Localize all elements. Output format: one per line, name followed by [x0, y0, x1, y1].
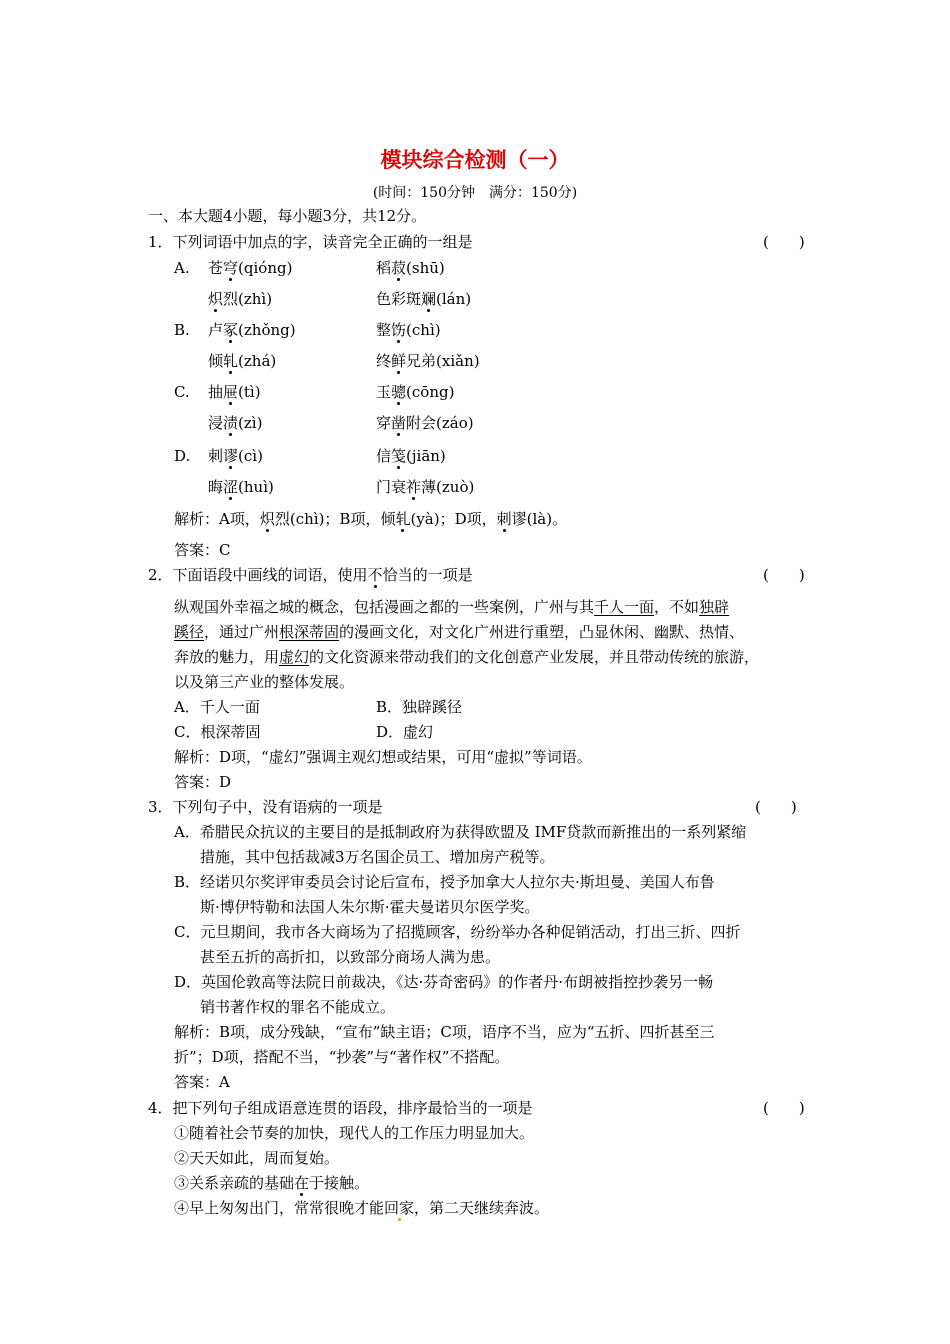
q1-c-word4: 穿凿附会(záo) [376, 414, 474, 432]
q3-option-c-line1: C．元旦期间，我市各大商场为了招揽顾客，纷纷举办各种促销活动，打出三折、四折 [174, 923, 741, 941]
q2-answer: 答案：D [174, 773, 232, 791]
q1-c-word2: 玉骢(cōng) [376, 383, 455, 401]
q2-analysis: 解析：D项，“虚幻”强调主观幻想或结果，可用“虚拟”等词语。 [174, 748, 592, 766]
q1-answer: 答案：C [174, 541, 231, 559]
q4-sentence-2: ②天天如此，周而复始。 [174, 1149, 340, 1167]
q3-stem: 3．下列句子中，没有语病的一项是 [148, 798, 383, 816]
q3-option-a-line1: A．希腊民众抗议的主要目的是抵制政府为获得欧盟及 IMF贷款而新推出的一系列紧缩 [174, 823, 747, 841]
q1-d-word4: 门衰祚薄(zuò) [376, 478, 475, 496]
q4-sentence-4: ④早上匆匆出门，常常很晚才能回家，第二天继续奔波。 [174, 1199, 550, 1217]
q3-analysis-line2: 折”；D项，搭配不当，“抄袭”与“著作权”不搭配。 [174, 1048, 510, 1066]
q3-answer: 答案：A [174, 1073, 230, 1091]
exam-time-score: (时间：150分钟 满分：150分) [372, 185, 578, 201]
q1-c-word1: 抽屉(tì) [208, 383, 261, 401]
q2-answer-blank: ( ) [763, 566, 805, 584]
q1-label-a: A. [174, 259, 190, 277]
q1-a-word2: 稻菽(shū) [376, 259, 445, 277]
q1-label-b: B. [174, 321, 190, 339]
q3-option-a-line2: 措施，其中包括裁减3万名国企员工、增加房产税等。 [200, 848, 555, 866]
q1-b-word2: 整饬(chì) [376, 321, 441, 339]
q1-b-word1: 卢冢(zhǒng) [208, 321, 296, 339]
q4-sentence-1: ①随着社会节奏的加快，现代人的工作压力明显加大。 [174, 1124, 535, 1142]
q4-sentence-3: ③关系亲疏的基础在于接触。 [174, 1174, 370, 1192]
q1-stem: 1．下列词语中加点的字，读音完全正确的一组是 [148, 233, 473, 251]
q2-option-b: B．独辟蹊径 [376, 698, 463, 716]
q4-stem: 4．把下列句子组成语意连贯的语段，排序最恰当的一项是 [148, 1099, 533, 1117]
q2-passage-line4: 以及第三产业的整体发展。 [174, 673, 355, 691]
q1-analysis: 解析：A项，炽烈(chì)；B项，倾轧(yà)；D项，刺谬(là)。 [174, 510, 568, 528]
q1-a-word1: 苍穹(qióng) [208, 259, 293, 277]
q1-d-word1: 刺谬(cì) [208, 447, 263, 465]
section-heading: 一、本大题4小题，每小题3分，共12分。 [148, 207, 427, 225]
q1-d-word2: 信笺(jiān) [376, 447, 446, 465]
q1-b-word3: 倾轧(zhá) [208, 352, 277, 370]
q3-option-d-line1: D．英国伦敦高等法院日前裁决，《达·芬奇密码》的作者丹·布朗被指控抄袭另一畅 [174, 973, 714, 991]
q1-a-word4: 色彩斑斓(lán) [376, 290, 472, 308]
q2-option-c: C．根深蒂固 [174, 723, 261, 741]
q1-label-d: D. [174, 447, 191, 465]
q2-passage-line2: 蹊径，通过广州根深蒂固的漫画文化，对文化广州进行重塑，凸显休闲、幽默、热情、 [174, 623, 745, 641]
page-title: 模块综合检测（一） [380, 148, 570, 172]
q1-d-word3: 晦涩(huì) [208, 478, 274, 496]
q4-answer-blank: ( ) [763, 1099, 805, 1117]
q1-c-word3: 浸渍(zì) [208, 414, 263, 432]
q2-stem: 2．下面语段中画线的词语，使用不恰当的一项是 [148, 566, 473, 584]
q1-a-word3: 炽烈(zhì) [208, 290, 273, 308]
q3-option-b-line1: B．经诺贝尔奖评审委员会讨论后宣布，授予加拿大人拉尔夫·斯坦曼、美国人布鲁 [174, 873, 715, 891]
q2-passage-line3: 奔放的魅力，用虚幻的文化资源来带动我们的文化创意产业发展，并且带动传统的旅游， [174, 648, 760, 666]
q1-answer-blank: ( ) [763, 233, 805, 251]
q3-answer-blank: ( ) [755, 798, 797, 816]
q1-b-word4: 终鲜兄弟(xiǎn) [376, 352, 480, 370]
q2-passage-line1: 纵观国外幸福之城的概念，包括漫画之都的一些案例，广州与其千人一面，不如独辟 [174, 598, 730, 616]
q2-option-a: A．千人一面 [174, 698, 260, 716]
q3-option-d-line2: 销书著作权的罪名不能成立。 [200, 998, 396, 1016]
q2-option-d: D．虚幻 [376, 723, 434, 741]
q3-option-c-line2: 甚至五折的高折扣，以致部分商场人满为患。 [200, 948, 501, 966]
q3-analysis-line1: 解析：B项，成分残缺，“宣布”缺主语；C项，语序不当，应为“五折、四折甚至三 [174, 1023, 715, 1041]
q3-option-b-line2: 斯·博伊特勒和法国人朱尔斯·霍夫曼诺贝尔医学奖。 [200, 898, 540, 916]
q1-label-c: C. [174, 383, 190, 401]
